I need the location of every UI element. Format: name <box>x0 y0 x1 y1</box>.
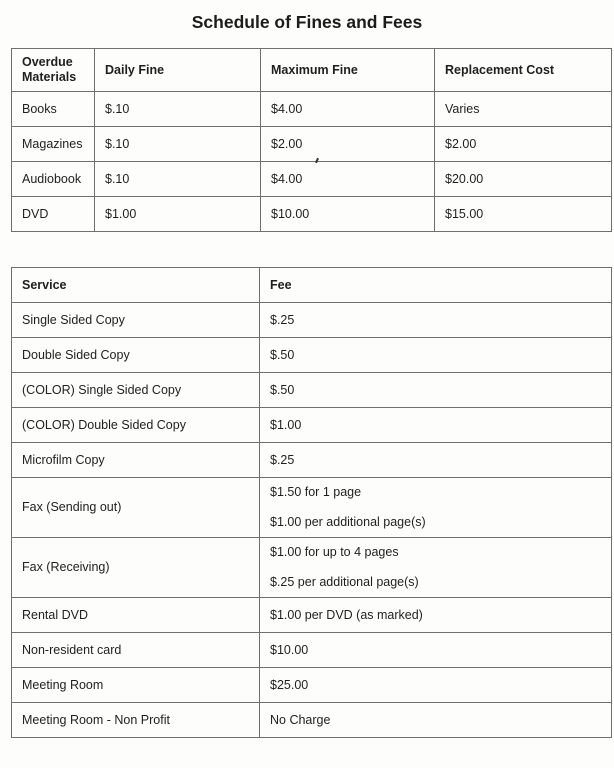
fee-cell: $.50 <box>260 373 612 408</box>
fee-line: $1.50 for 1 page <box>270 485 362 499</box>
maximum-fine-cell: $4.00 <box>261 92 435 127</box>
fee-cell: $1.00 per DVD (as marked) <box>260 598 612 633</box>
maximum-fine-cell: $10.00 <box>261 197 435 232</box>
table-row <box>12 127 612 162</box>
fee-cell: $25.00 <box>260 668 612 703</box>
header-overdue-materials: Overdue Materials <box>12 49 95 92</box>
table-row <box>12 92 612 127</box>
fines-header-row <box>12 49 612 92</box>
service-cell: Single Sided Copy <box>12 303 260 338</box>
header-maximum-fine: Maximum Fine <box>261 49 435 92</box>
daily-fine-cell: $1.00 <box>95 197 261 232</box>
fee-cell: No Charge <box>260 703 612 738</box>
fee-cell: $.50 <box>260 338 612 373</box>
material-cell: DVD <box>12 197 95 232</box>
service-cell: Fax (Sending out) <box>12 478 260 538</box>
services-table <box>11 267 612 738</box>
fee-line: $1.00 per additional page(s) <box>270 515 426 529</box>
table-row <box>12 703 612 738</box>
service-cell: (COLOR) Double Sided Copy <box>12 408 260 443</box>
replacement-cost-cell: $15.00 <box>435 197 612 232</box>
fee-line: $1.00 for up to 4 pages <box>270 545 399 559</box>
table-row <box>12 478 612 538</box>
table-row <box>12 162 612 197</box>
fee-cell: $.25 <box>260 303 612 338</box>
replacement-cost-cell: $20.00 <box>435 162 612 197</box>
table-row <box>12 443 612 478</box>
fee-cell: $10.00 <box>260 633 612 668</box>
table-row <box>12 303 612 338</box>
service-cell: Rental DVD <box>12 598 260 633</box>
replacement-cost-cell: $2.00 <box>435 127 612 162</box>
table-row <box>12 408 612 443</box>
table-row <box>12 633 612 668</box>
table-row <box>12 538 612 598</box>
header-fee: Fee <box>260 268 612 303</box>
table-row <box>12 598 612 633</box>
replacement-cost-cell: Varies <box>435 92 612 127</box>
maximum-fine-cell: $2.00 <box>261 127 435 162</box>
table-row <box>12 668 612 703</box>
header-daily-fine: Daily Fine <box>95 49 261 92</box>
fee-line: $.25 per additional page(s) <box>270 575 419 589</box>
material-cell: Books <box>12 92 95 127</box>
material-cell: Audiobook <box>12 162 95 197</box>
table-row <box>12 197 612 232</box>
maximum-fine-cell: $4.00 <box>261 162 435 197</box>
service-cell: Microfilm Copy <box>12 443 260 478</box>
fee-cell <box>260 538 612 598</box>
header-service: Service <box>12 268 260 303</box>
services-header-row <box>12 268 612 303</box>
service-cell: Meeting Room <box>12 668 260 703</box>
service-cell: Fax (Receiving) <box>12 538 260 598</box>
table-row <box>12 338 612 373</box>
table-row <box>12 373 612 408</box>
daily-fine-cell: $.10 <box>95 162 261 197</box>
daily-fine-cell: $.10 <box>95 127 261 162</box>
material-cell: Magazines <box>12 127 95 162</box>
fee-cell: $.25 <box>260 443 612 478</box>
header-replacement-cost: Replacement Cost <box>435 49 612 92</box>
service-cell: Double Sided Copy <box>12 338 260 373</box>
fee-cell: $1.00 <box>260 408 612 443</box>
service-cell: (COLOR) Single Sided Copy <box>12 373 260 408</box>
daily-fine-cell: $.10 <box>95 92 261 127</box>
service-cell: Meeting Room - Non Profit <box>12 703 260 738</box>
service-cell: Non-resident card <box>12 633 260 668</box>
fee-cell <box>260 478 612 538</box>
fines-table <box>11 48 612 232</box>
page-title: Schedule of Fines and Fees <box>191 12 423 32</box>
